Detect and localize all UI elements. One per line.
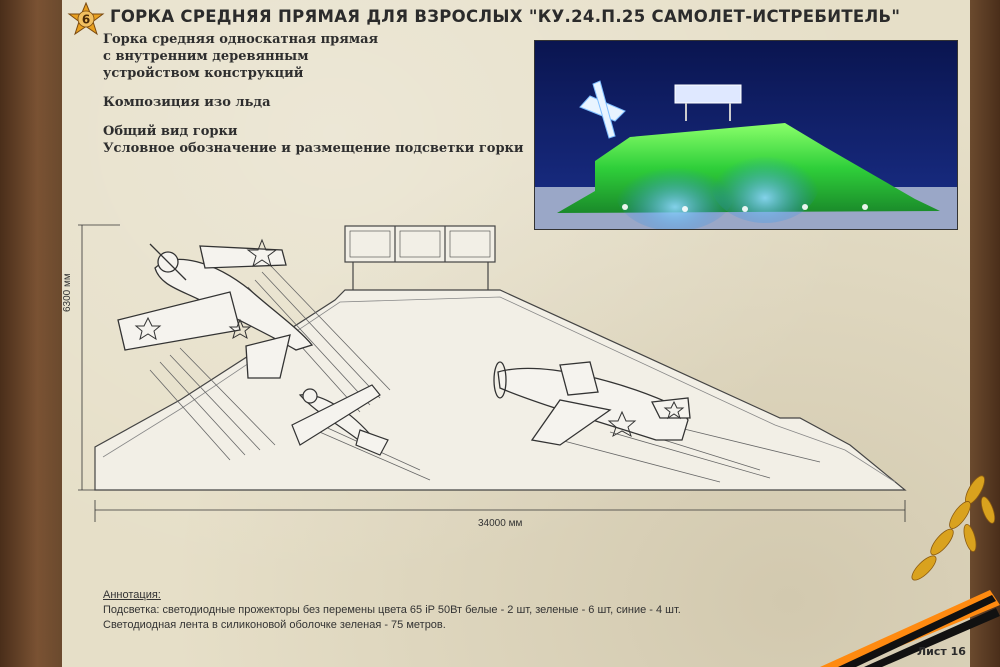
annotation-line: Подсветка: светодиодные прожекторы без перемены цвета 65 iP 50Вт белые - 2 шт, зеленые - 6 шт, синие - 4 шт. (103, 604, 681, 616)
page-title: ГОРКА СРЕДНЯЯ ПРЯМАЯ ДЛЯ ВЗРОСЛЫХ "КУ.24.П.25 САМОЛЕТ-ИСТРЕБИТЕЛЬ" (110, 7, 901, 26)
description-line: Общий вид горки (103, 124, 238, 139)
description-line: Композиция изо льда (103, 95, 271, 110)
description-line: Условное обозначение и размещение подсветки горки (103, 141, 524, 156)
badge-number: 6 (81, 12, 91, 27)
fighter-plane-large (118, 244, 312, 378)
annotation-heading: Аннотация: (103, 589, 161, 601)
description-line: Горка средняя односкатная прямая (103, 32, 379, 47)
description-line: с внутренним деревянным (103, 49, 309, 64)
st-george-ribbon-icon (820, 470, 1000, 667)
annotation-line: Светодиодная лента в силиконовой оболочке зеленая - 75 метров. (103, 619, 446, 631)
height-dimension-label: 6300 мм (62, 273, 73, 312)
annotation-block (103, 588, 681, 633)
width-dimension-label: 34000 мм (478, 518, 523, 529)
sheet-number: Лист 16 (917, 645, 966, 658)
description-line: устройством конструкций (103, 66, 304, 81)
